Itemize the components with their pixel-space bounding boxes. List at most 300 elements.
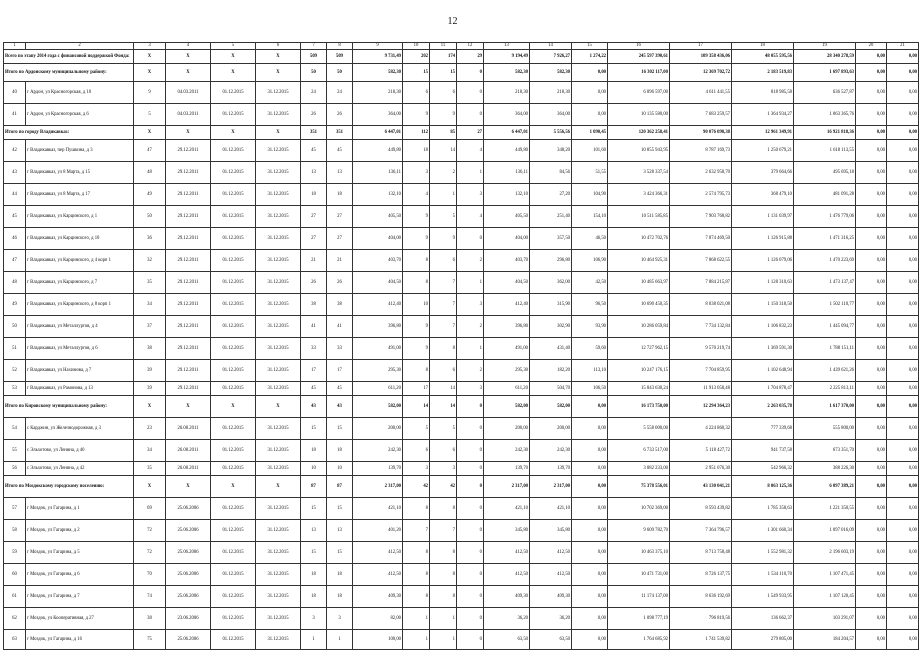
data-cell: 27,20	[530, 184, 572, 206]
data-cell: 1 063 365,76	[794, 104, 856, 126]
row-number: 41	[4, 104, 26, 126]
data-cell: 348,20	[530, 140, 572, 162]
data-cell: 01.12.2015	[211, 608, 256, 630]
data-cell: 1 785 358,63	[732, 498, 794, 520]
data-cell: 9	[403, 316, 430, 338]
data-cell: 0,00	[887, 82, 919, 104]
data-cell: 139,70	[530, 462, 572, 476]
data-cell: 50	[301, 64, 327, 82]
data-cell: 8	[430, 564, 457, 586]
row-number: 62	[4, 608, 26, 630]
data-cell: 01.12.2015	[211, 250, 256, 272]
data-cell: 0,00	[856, 520, 887, 542]
data-cell: 6 733 517,00	[608, 440, 670, 462]
data-cell: 13	[327, 520, 353, 542]
data-cell: 10	[403, 294, 430, 316]
data-cell: 449,80	[484, 140, 530, 162]
data-cell: 0,00	[856, 228, 887, 250]
column-number-cell: 18	[732, 43, 794, 50]
data-cell: 1 107 471,45	[794, 564, 856, 586]
data-cell: X	[134, 50, 166, 64]
data-cell: 31.12.2015	[256, 228, 301, 250]
data-cell: 2	[457, 316, 484, 338]
data-cell: 0	[457, 520, 484, 542]
column-number-cell: 1	[4, 43, 26, 50]
address-cell: г Моздок, ул Гагарина, д 5	[26, 542, 134, 564]
subtotal-row	[4, 396, 919, 418]
data-cell: 01.12.2015	[211, 440, 256, 462]
data-cell: 01.12.2015	[211, 82, 256, 104]
data-cell: 0,00	[887, 564, 919, 586]
row-number: 55	[4, 440, 26, 462]
data-cell: 3 528 337,54	[608, 162, 670, 184]
data-cell: 26	[301, 272, 327, 294]
data-cell: 01.12.2015	[211, 542, 256, 564]
data-cell: 3 882 233,00	[608, 462, 670, 476]
table-row	[4, 140, 919, 162]
data-cell: 18	[327, 564, 353, 586]
data-cell: 279 805,00	[732, 630, 794, 650]
data-cell: 1 788 151,11	[794, 338, 856, 360]
data-cell: 9	[430, 104, 457, 126]
data-cell: 10 855 943,95	[608, 140, 670, 162]
data-cell: 10 702 369,00	[608, 498, 670, 520]
data-cell: 4 224 860,32	[670, 418, 732, 440]
data-cell: 6	[403, 82, 430, 104]
data-cell: 403,70	[484, 250, 530, 272]
data-cell: 38	[134, 338, 166, 360]
data-cell: 481 091,28	[794, 184, 856, 206]
data-cell: 182,20	[530, 360, 572, 382]
data-cell: 174	[430, 50, 457, 64]
data-cell: 0,00	[856, 440, 887, 462]
data-cell: 42	[403, 476, 430, 498]
data-cell: 2	[457, 360, 484, 382]
data-cell: 18	[301, 184, 327, 206]
data-cell: X	[211, 50, 256, 64]
data-cell: 132,10	[484, 184, 530, 206]
subtotal-row	[4, 476, 919, 498]
data-cell: 112	[403, 126, 430, 140]
column-number-cell: 6	[256, 43, 301, 50]
data-cell: 431,40	[530, 338, 572, 360]
data-cell: 14	[430, 382, 457, 396]
data-cell: X	[211, 476, 256, 498]
data-cell: 404,00	[353, 228, 403, 250]
data-cell: 3	[327, 608, 353, 630]
data-cell: 0,00	[856, 396, 887, 418]
data-cell: 01.12.2015	[211, 360, 256, 382]
address-cell: г Владикавказ, ул Карцинского, д 8 корп 1	[26, 294, 134, 316]
data-cell: 0,00	[856, 250, 887, 272]
data-cell: 396,80	[484, 316, 530, 338]
table-row	[4, 184, 919, 206]
table-row	[4, 498, 919, 520]
data-cell: 405,50	[353, 206, 403, 228]
data-cell: 6	[430, 250, 457, 272]
data-cell: 401,20	[353, 520, 403, 542]
data-cell: 9	[403, 338, 430, 360]
data-cell: 106,90	[572, 250, 608, 272]
data-cell: 69	[134, 498, 166, 520]
data-cell: 1 764 685,92	[608, 630, 670, 650]
data-cell: 0,00	[572, 498, 608, 520]
data-cell: 18	[301, 586, 327, 608]
data-cell: X	[166, 126, 211, 140]
data-cell: 10	[327, 462, 353, 476]
data-cell: 0,00	[856, 64, 887, 82]
data-cell: 242,30	[353, 440, 403, 462]
data-cell: 0	[457, 82, 484, 104]
data-cell: 90 076 090,38	[670, 126, 732, 140]
data-cell: 0,00	[572, 418, 608, 440]
data-cell: 218,30	[530, 82, 572, 104]
data-cell: 24	[301, 82, 327, 104]
data-cell: 509	[327, 50, 353, 64]
table-row	[4, 520, 919, 542]
data-cell: 34	[134, 440, 166, 462]
data-cell: 1 697 893,63	[794, 64, 856, 82]
data-cell: 3	[403, 462, 430, 476]
data-cell: 242,30	[484, 440, 530, 462]
data-cell: X	[134, 396, 166, 418]
data-cell: 01.12.2015	[211, 206, 256, 228]
data-cell: 01.12.2015	[211, 338, 256, 360]
data-cell: 31.12.2015	[256, 272, 301, 294]
data-cell: 12 294 364,23	[670, 396, 732, 418]
data-cell: 43 130 041,21	[670, 476, 732, 498]
data-cell: 4	[457, 140, 484, 162]
data-cell: 404,50	[353, 272, 403, 294]
data-cell: 18	[327, 184, 353, 206]
table-row	[4, 418, 919, 440]
data-cell: 0,00	[856, 382, 887, 396]
data-cell: 01.12.2015	[211, 140, 256, 162]
subtotal-label: Итого по Ардонскому муниципальному району:	[4, 64, 134, 82]
data-cell: 75 378 556,01	[608, 476, 670, 498]
data-cell: 2	[457, 250, 484, 272]
data-cell: 0,00	[856, 586, 887, 608]
data-cell: 132,10	[353, 184, 403, 206]
data-cell: 26	[327, 272, 353, 294]
data-cell: 04.03.2011	[166, 82, 211, 104]
data-cell: 9 731,49	[353, 50, 403, 64]
data-cell: 31.12.2015	[256, 608, 301, 630]
data-cell: 21	[327, 250, 353, 272]
data-cell: 01.12.2015	[211, 520, 256, 542]
data-cell: 1 741 539,82	[670, 630, 732, 650]
data-cell: 0,00	[572, 564, 608, 586]
data-cell: 1 476 779,06	[794, 206, 856, 228]
data-cell: 106,50	[572, 382, 608, 396]
address-cell: с Эльхотово, ул Ленина, д 42	[26, 462, 134, 476]
data-cell: 8	[403, 250, 430, 272]
data-cell: X	[166, 476, 211, 498]
data-cell: 1 549 933,95	[732, 586, 794, 608]
data-cell: 0,00	[572, 542, 608, 564]
data-cell: 12 369 702,72	[670, 64, 732, 82]
data-cell: 31.12.2015	[256, 586, 301, 608]
data-cell: 0	[457, 64, 484, 82]
data-cell: 251,40	[530, 206, 572, 228]
data-cell: 01.12.2015	[211, 272, 256, 294]
subtotal-label: Итого по Моздокскому городскому поселению:	[4, 476, 134, 498]
column-number-cell: 11	[430, 43, 457, 50]
data-cell: 6 097 389,21	[794, 476, 856, 498]
data-cell: 818 985,58	[732, 82, 794, 104]
data-cell: 29.12.2011	[166, 272, 211, 294]
data-cell: 0	[457, 462, 484, 476]
data-cell: 154,10	[572, 206, 608, 228]
data-cell: 50	[327, 64, 353, 82]
address-cell: г Моздок, ул Гагарина, д 7	[26, 586, 134, 608]
data-cell: 8 713 758,48	[670, 542, 732, 564]
data-cell: 15	[327, 498, 353, 520]
data-cell: 0,00	[856, 184, 887, 206]
data-cell: 8	[430, 586, 457, 608]
data-cell: 33	[301, 338, 327, 360]
data-cell: 6	[430, 82, 457, 104]
data-cell: X	[256, 126, 301, 140]
data-cell: 38	[327, 294, 353, 316]
data-cell: 47	[134, 140, 166, 162]
data-cell: 15	[301, 418, 327, 440]
data-cell: 7 884 215,87	[670, 272, 732, 294]
data-cell: 582,30	[530, 64, 572, 82]
column-number-cell: 7	[301, 43, 327, 50]
page-number: 12	[447, 16, 458, 27]
data-cell: 1 131 039,97	[732, 206, 794, 228]
address-cell: г Владикавказ, ул 8 Марта, д 17	[26, 184, 134, 206]
data-cell: 582,30	[353, 64, 403, 82]
data-cell: 6 447,01	[353, 126, 403, 140]
data-cell: 70	[134, 564, 166, 586]
row-number: 57	[4, 498, 26, 520]
data-cell: 0,00	[887, 250, 919, 272]
data-cell: 35	[134, 462, 166, 476]
data-cell: 0,00	[856, 564, 887, 586]
data-cell: 29.12.2011	[166, 140, 211, 162]
row-number: 52	[4, 360, 26, 382]
data-cell: 84,56	[530, 162, 572, 184]
data-cell: 0,00	[856, 316, 887, 338]
data-cell: 6	[430, 360, 457, 382]
data-cell: 1 301 660,34	[732, 520, 794, 542]
column-number-cell: 9	[353, 43, 403, 50]
data-cell: 136,11	[353, 162, 403, 184]
data-cell: 103 291,07	[794, 608, 856, 630]
data-cell: 5	[403, 418, 430, 440]
data-cell: X	[211, 126, 256, 140]
data-cell: 0	[457, 564, 484, 586]
data-cell: 29.12.2011	[166, 382, 211, 396]
row-number: 54	[4, 418, 26, 440]
data-cell: 0,00	[887, 608, 919, 630]
data-cell: 2 951 076,30	[670, 462, 732, 476]
data-cell: 0,00	[887, 272, 919, 294]
data-cell: 9 609 782,70	[608, 520, 670, 542]
data-cell: 0,00	[887, 476, 919, 498]
data-cell: 17	[301, 360, 327, 382]
data-cell: 21	[301, 250, 327, 272]
table-row	[4, 542, 919, 564]
data-cell: 41	[301, 316, 327, 338]
data-cell: 412,40	[353, 294, 403, 316]
data-cell: 4	[403, 184, 430, 206]
data-cell: 3	[403, 162, 430, 184]
data-cell: 8	[403, 564, 430, 586]
data-cell: X	[166, 64, 211, 82]
data-cell: 96,50	[572, 294, 608, 316]
row-number: 51	[4, 338, 26, 360]
data-cell: 8 787 169,73	[670, 140, 732, 162]
data-cell: 5	[430, 418, 457, 440]
data-cell: 1 126 079,06	[732, 250, 794, 272]
data-cell: 43	[327, 396, 353, 418]
data-cell: 8	[403, 272, 430, 294]
data-cell: 39	[134, 360, 166, 382]
data-cell: 2 574 795,73	[670, 184, 732, 206]
data-cell: 01.12.2015	[211, 184, 256, 206]
data-cell: 1 107 120,45	[794, 586, 856, 608]
data-cell: 611,20	[353, 382, 403, 396]
data-cell: 242,30	[530, 440, 572, 462]
data-cell: 941 737,58	[732, 440, 794, 462]
data-cell: 412,50	[530, 564, 572, 586]
data-cell: 29.12.2011	[166, 338, 211, 360]
data-cell: 31.12.2015	[256, 82, 301, 104]
data-cell: 0,00	[887, 228, 919, 250]
data-cell: 31.12.2015	[256, 520, 301, 542]
data-cell: 315,90	[530, 294, 572, 316]
column-number-cell: 10	[403, 43, 430, 50]
data-cell: 23	[134, 418, 166, 440]
data-cell: 87	[327, 476, 353, 498]
column-number-cell: 12	[457, 43, 484, 50]
column-number-cell: 13	[484, 43, 530, 50]
table-row	[4, 272, 919, 294]
table-row	[4, 462, 919, 476]
data-cell: 0,00	[572, 476, 608, 498]
data-cell: 0,00	[856, 162, 887, 184]
table-row	[4, 608, 919, 630]
data-cell: 379 664,66	[732, 162, 794, 184]
data-cell: 10 135 580,00	[608, 104, 670, 126]
table-row	[4, 82, 919, 104]
data-cell: 01.12.2015	[211, 462, 256, 476]
data-cell: 25.06.2006	[166, 586, 211, 608]
data-cell: 8	[403, 542, 430, 564]
data-cell: 10 286 059,84	[608, 316, 670, 338]
row-number: 58	[4, 520, 26, 542]
address-cell: г Владикавказ, пер Пушкина, д 3	[26, 140, 134, 162]
data-cell: 200,00	[353, 418, 403, 440]
data-cell: 15	[430, 64, 457, 82]
data-cell: 202	[403, 50, 430, 64]
data-cell: 345,80	[530, 520, 572, 542]
data-cell: 0	[457, 586, 484, 608]
data-cell: 31.12.2015	[256, 360, 301, 382]
data-cell: 296,80	[530, 250, 572, 272]
data-cell: 34	[134, 294, 166, 316]
data-cell: 1 090,45	[572, 126, 608, 140]
column-number-cell: 20	[856, 43, 887, 50]
data-cell: 18	[301, 440, 327, 462]
data-cell: 1 552 981,32	[732, 542, 794, 564]
data-cell: 5	[134, 104, 166, 126]
data-cell: 0	[457, 228, 484, 250]
row-number: 44	[4, 184, 26, 206]
data-cell: 10 511 585,85	[608, 206, 670, 228]
data-cell: 245 597 390,61	[608, 50, 670, 64]
table-row	[4, 206, 919, 228]
data-cell: 0,00	[887, 382, 919, 396]
data-cell: 0,00	[887, 162, 919, 184]
row-number: 59	[4, 542, 26, 564]
data-cell: 636 527,87	[794, 82, 856, 104]
address-cell: г Владикавказ, ул Карцинского, д 4 корп 1	[26, 250, 134, 272]
data-cell: 01.12.2015	[211, 630, 256, 650]
data-cell: 10	[301, 462, 327, 476]
data-cell: 5 558 000,00	[608, 418, 670, 440]
data-cell: 9	[403, 228, 430, 250]
row-number: 45	[4, 206, 26, 228]
table-row	[4, 294, 919, 316]
data-cell: 7 364 796,57	[670, 520, 732, 542]
data-cell: 0,00	[887, 498, 919, 520]
data-cell: 48	[134, 162, 166, 184]
data-cell: 0,00	[572, 440, 608, 462]
data-cell: X	[256, 396, 301, 418]
data-cell: 49	[134, 184, 166, 206]
data-cell: 0,00	[856, 498, 887, 520]
data-cell: 0,00	[887, 542, 919, 564]
row-number: 49	[4, 294, 26, 316]
data-cell: 33	[327, 338, 353, 360]
data-cell: 7 926,27	[530, 50, 572, 64]
data-cell: 5	[430, 206, 457, 228]
data-cell: 0,00	[856, 418, 887, 440]
data-cell: 01.12.2015	[211, 586, 256, 608]
row-number: 40	[4, 82, 26, 104]
data-cell: 0,00	[572, 64, 608, 82]
data-cell: 1 369 591,30	[732, 338, 794, 360]
data-cell: 582,30	[484, 64, 530, 82]
data-cell: 10 472 702,76	[608, 228, 670, 250]
data-cell: 504,70	[530, 382, 572, 396]
data-cell: 0,00	[887, 64, 919, 82]
data-cell: 31.12.2015	[256, 564, 301, 586]
data-cell: 14	[430, 396, 457, 418]
data-cell: 31.12.2015	[256, 184, 301, 206]
data-cell: 2 183 519,83	[732, 64, 794, 82]
data-cell: 50	[134, 206, 166, 228]
data-cell: 368 479,10	[732, 184, 794, 206]
data-cell: 3	[301, 608, 327, 630]
data-cell: 4	[457, 206, 484, 228]
data-cell: 136,11	[484, 162, 530, 184]
data-cell: 01.12.2015	[211, 316, 256, 338]
data-cell: 0,00	[887, 126, 919, 140]
data-cell: 10 464 925,31	[608, 250, 670, 272]
data-cell: 12 961 349,91	[732, 126, 794, 140]
data-cell: 412,50	[484, 542, 530, 564]
data-cell: 1 250 679,21	[732, 140, 794, 162]
data-cell: 0,00	[856, 126, 887, 140]
data-cell: X	[256, 64, 301, 82]
data-cell: 0	[457, 498, 484, 520]
data-cell: 302,90	[530, 316, 572, 338]
